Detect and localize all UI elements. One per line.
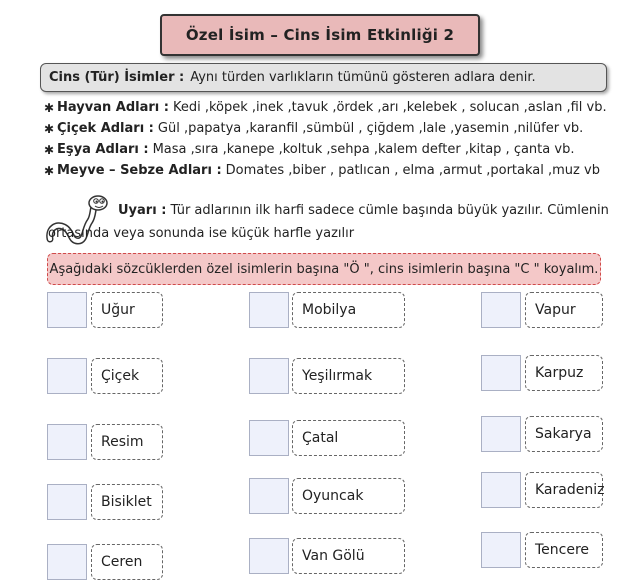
word-card: Oyuncak xyxy=(292,478,405,514)
word-card: Karpuz xyxy=(525,355,603,391)
answer-box[interactable] xyxy=(249,538,289,574)
answer-box[interactable] xyxy=(47,484,87,520)
definition-term: Cins (Tür) İsimler : xyxy=(49,70,185,85)
asterisk-bullet-icon: ✱ xyxy=(44,163,55,178)
asterisk-bullet-icon: ✱ xyxy=(44,142,55,157)
word-card: Uğur xyxy=(91,292,163,328)
answer-box[interactable] xyxy=(481,355,521,391)
answer-box[interactable] xyxy=(249,478,289,514)
category-row-fruits xyxy=(44,160,624,181)
instruction-box: Aşağıdaki sözcüklerden özel isimlerin başına "Ö ", cins isimlerin başına "C " koyalım. xyxy=(47,253,601,285)
category-items: Domates ,biber , patlıcan , elma ,armut ,portakal ,muz vb xyxy=(225,163,600,178)
word-card: Van Gölü xyxy=(292,538,405,574)
category-list xyxy=(44,97,624,181)
word-card: Çiçek xyxy=(91,358,163,394)
warning-note xyxy=(118,199,618,222)
word-card: Çatal xyxy=(292,420,405,456)
answer-box[interactable] xyxy=(47,292,87,328)
word-card: Ceren xyxy=(91,544,163,580)
answer-box[interactable] xyxy=(47,544,87,580)
category-items: Masa ,sıra ,kanepe ,koltuk ,sehpa ,kalem defter ,kitap , çanta vb. xyxy=(152,142,575,157)
warning-text-line2: ortasında veya sonunda ise küçük harfle yazılır xyxy=(48,226,355,241)
word-card: Tencere xyxy=(525,532,603,568)
answer-box[interactable] xyxy=(249,292,289,328)
asterisk-bullet-icon: ✱ xyxy=(44,121,55,136)
category-row-flowers xyxy=(44,118,624,139)
worksheet-title: Özel İsim – Cins İsim Etkinliği 2 xyxy=(160,14,480,56)
answer-box[interactable] xyxy=(481,472,521,508)
answer-box[interactable] xyxy=(481,416,521,452)
answer-box[interactable] xyxy=(249,420,289,456)
category-items: Gül ,papatya ,karanfil ,sümbül , çiğdem ,lale ,yasemin ,nilüfer vb. xyxy=(157,121,584,136)
word-card: Resim xyxy=(91,424,163,460)
category-label: Çiçek Adları : xyxy=(57,121,154,136)
category-row-animals xyxy=(44,97,624,118)
word-card: Karadeniz xyxy=(525,472,603,508)
answer-box[interactable] xyxy=(481,532,521,568)
word-card: Sakarya xyxy=(525,416,603,452)
category-label: Hayvan Adları : xyxy=(57,100,169,115)
word-card: Bisiklet xyxy=(91,484,163,520)
answer-box[interactable] xyxy=(47,358,87,394)
category-label: Eşya Adları : xyxy=(57,142,149,157)
definition-box xyxy=(40,63,607,92)
word-card: Mobilya xyxy=(292,292,405,328)
category-items: Kedi ,köpek ,inek ,tavuk ,ördek ,arı ,kelebek , solucan ,aslan ,fil vb. xyxy=(172,100,607,115)
word-card: Vapur xyxy=(525,292,603,328)
category-row-objects xyxy=(44,139,624,160)
category-label: Meyve – Sebze Adları : xyxy=(57,163,222,178)
answer-box[interactable] xyxy=(481,292,521,328)
warning-text-line1: Tür adlarının ilk harfi sadece cümle başında büyük yazılır. Cümlenin xyxy=(170,203,609,218)
warning-label: Uyarı : xyxy=(118,203,167,218)
definition-text: Aynı türden varlıkların tümünü gösteren adlara denir. xyxy=(190,70,536,85)
answer-box[interactable] xyxy=(47,424,87,460)
word-card: Yeşilırmak xyxy=(292,358,405,394)
asterisk-bullet-icon: ✱ xyxy=(44,100,55,115)
answer-box[interactable] xyxy=(249,358,289,394)
